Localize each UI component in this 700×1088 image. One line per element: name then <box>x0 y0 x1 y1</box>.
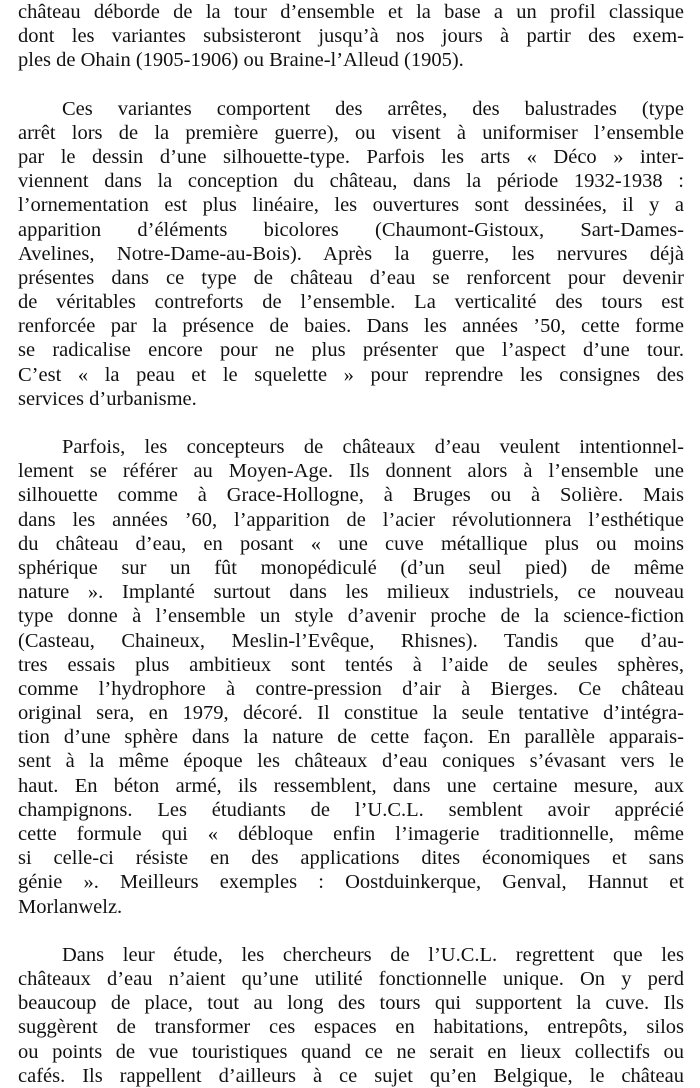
text-line: cafés. Ils rappellent d’ailleurs à ce sujet qu’en Belgique, le château <box>18 1064 684 1087</box>
text-line: ou points de vue touristiques quand ce ne serait en lieux collectifs ou <box>18 1040 684 1063</box>
text-line: (Casteau, Chaineux, Meslin-l’Evêque, Rhisnes). Tandis que d’au- <box>18 629 684 652</box>
text-line: Avelines, Notre-Dame-au-Bois). Après la guerre, les nervures déjà <box>18 242 684 265</box>
text-line: châteaux d’eau n’aient qu’une utilité fonctionnelle unique. On y perd <box>18 967 684 990</box>
text-line: apparition d’éléments bicolores (Chaumont-Gistoux, Sart-Dames- <box>18 218 684 241</box>
text-line: dont les variantes subsisteront jusqu’à nos jours à partir des exem- <box>18 25 684 48</box>
text-line: sent à la même époque les châteaux d’eau coniques s’évasant vers le <box>18 750 684 773</box>
text-line: arrêt lors de la première guerre), ou visent à uniformiser l’ensemble <box>18 121 684 144</box>
document-page <box>18 0 684 1088</box>
text-line: Ces variantes comportent des arrêtes, des balustrades (type <box>62 97 684 120</box>
text-line: Dans leur étude, les chercheurs de l’U.C.L. regrettent que les <box>62 943 684 966</box>
text-line: suggèrent de transformer ces espaces en habitations, entrepôts, silos <box>18 1016 684 1039</box>
text-line: Parfois, les concepteurs de châteaux d’eau veulent intentionnel- <box>62 436 684 458</box>
text-line: sphérique sur un fût monopédiculé (d’un seul pied) de même <box>18 556 684 579</box>
text-line: haut. En béton armé, ils ressemblent, dans une certaine mesure, aux <box>18 774 684 797</box>
text-line: par le dessin d’une silhouette-type. Parfois les arts « Déco » inter- <box>18 145 684 168</box>
text-line: du château d’eau, en posant « une cuve métallique plus ou moins <box>18 532 684 555</box>
text-line: génie ». Meilleurs exemples : Oostduinkerque, Genval, Hannut et <box>18 871 684 894</box>
paragraph-4 <box>18 943 684 1088</box>
text-line: Morlanwelz. <box>18 895 123 918</box>
text-line: comme l’hydrophore à contre-pression d’air à Bierges. Ce château <box>18 677 684 700</box>
paragraph-1 <box>18 0 684 73</box>
paragraph-3 <box>18 435 684 919</box>
text-line: lement se référer au Moyen-Age. Ils donnent alors à l’ensemble une <box>18 460 684 483</box>
text-line: original sera, en 1979, décoré. Il constitue la seule tentative d’intégra- <box>18 702 684 725</box>
text-line: château déborde de la tour d’ensemble et la base a un profil classique <box>18 1 684 23</box>
text-line: silhouette comme à Grace-Hollogne, à Bruges ou à Solière. Mais <box>18 484 684 507</box>
text-line: tion d’une sphère dans la nature de cette façon. En parallèle apparais- <box>18 726 684 749</box>
text-line: type donne à l’ensemble un style d’avenir proche de la science-fiction <box>18 605 684 628</box>
paragraph-2 <box>18 97 684 411</box>
text-line: si celle-ci résiste en des applications dites économiques et sans <box>18 847 684 870</box>
text-line: viennent dans la conception du château, dans la période 1932-1938 : <box>18 170 684 193</box>
text-line: présentes dans ce type de château d’eau se renforcent pour devenir <box>18 266 684 289</box>
text-line: cette formule qui « débloque enfin l’imagerie traditionnelle, même <box>18 823 684 845</box>
text-line: services d’urbanisme. <box>18 387 197 410</box>
text-line: se radicalise encore pour ne plus présenter que l’aspect d’une tour. <box>18 339 684 362</box>
text-line: C’est « la peau et le squelette » pour reprendre les consignes des <box>18 363 684 386</box>
text-line: de véritables contreforts de l’ensemble. La verticalité des tours est <box>18 291 684 314</box>
text-line: dans les années ’60, l’apparition de l’acier révolutionnera l’esthétique <box>18 508 684 531</box>
text-line: champignons. Les étudiants de l’U.C.L. semblent avoir apprécié <box>18 798 684 821</box>
text-line: ples de Ohain (1905-1906) ou Braine-l’Alleud (1905). <box>18 49 464 72</box>
text-line: tres essais plus ambitieux sont tentés à l’aide de seules sphères, <box>18 653 684 676</box>
text-line: renforcée par la présence de baies. Dans les années ’50, cette forme <box>18 315 684 338</box>
text-line: nature ». Implanté surtout dans les milieux industriels, ce nouveau <box>18 581 684 604</box>
text-line: l’ornementation est plus linéaire, les ouvertures sont dessinées, il y a <box>18 194 684 217</box>
text-line: beaucoup de place, tout au long des tours qui supportent la cuve. Ils <box>18 992 684 1015</box>
